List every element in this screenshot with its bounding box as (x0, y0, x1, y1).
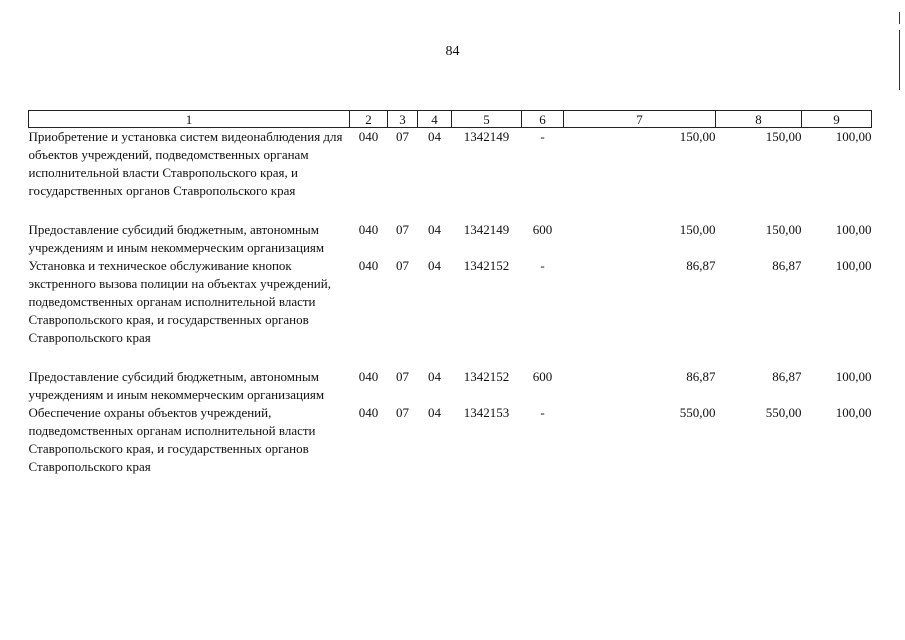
cell-col-3: 07 (396, 369, 409, 384)
cell-col-8: 150,00 (765, 222, 802, 237)
cell-col-9: 100,00 (835, 258, 872, 273)
cell-col-7: 86,87 (686, 369, 716, 384)
cell-col-5: 1342149 (463, 222, 510, 237)
table-row (29, 257, 872, 368)
cell-col-9: 100,00 (835, 222, 872, 237)
cell-col-3: 07 (396, 405, 409, 420)
table-row (29, 404, 872, 476)
row-name: Установка и техническое обслуживание кнопок экстренного вызова полиции на объектах учреждений, подведомственных органам исполнительной власти Ставропольского края, и государственных органов Ставропольского края (28, 258, 331, 345)
row-name: Предоставление субсидий бюджетным, автономным учреждениям и иным некоммерческим организациям (28, 222, 325, 255)
cell-col-7: 550,00 (679, 405, 716, 420)
cell-col-7: 86,87 (686, 258, 716, 273)
cell-col-2: 040 (358, 129, 379, 144)
cell-col-9: 100,00 (835, 369, 872, 384)
cell-col-9: 100,00 (835, 129, 872, 144)
row-name: Приобретение и установка систем видеонаблюдения для объектов учреждений, подведомственных органам исполнительной власти Ставропольского края, и государственных органов Ставропольского края (28, 129, 343, 198)
page-number: 84 (445, 44, 460, 59)
scan-edge-mark (899, 12, 900, 24)
table-row (29, 368, 872, 404)
cell-col-3: 07 (396, 222, 409, 237)
cell-col-3: 07 (396, 129, 409, 144)
cell-col-6: 600 (532, 369, 553, 384)
column-header-5: 5 (452, 111, 522, 128)
cell-col-2: 040 (358, 369, 379, 384)
cell-col-6: - (540, 405, 545, 420)
cell-col-7: 150,00 (679, 222, 716, 237)
cell-col-5: 1342152 (463, 369, 510, 384)
cell-col-8: 150,00 (765, 129, 802, 144)
column-header-1: 1 (29, 111, 350, 128)
budget-table (28, 110, 872, 476)
table-row (29, 221, 872, 257)
cell-col-5: 1342152 (463, 258, 510, 273)
column-header-2: 2 (350, 111, 388, 128)
cell-col-4: 04 (428, 369, 441, 384)
cell-col-4: 04 (428, 258, 441, 273)
cell-col-5: 1342149 (463, 129, 510, 144)
column-header-9: 9 (802, 111, 872, 128)
row-name: Обеспечение охраны объектов учреждений, подведомственных органам исполнительной власти Ставропольского края, и государственных органов Ставропольского края (28, 405, 316, 474)
cell-col-2: 040 (358, 258, 379, 273)
cell-col-6: - (540, 129, 545, 144)
cell-col-9: 100,00 (835, 405, 872, 420)
cell-col-2: 040 (358, 405, 379, 420)
column-header-4: 4 (418, 111, 452, 128)
cell-col-4: 04 (428, 222, 441, 237)
column-header-7: 7 (564, 111, 716, 128)
scan-edge-mark (899, 30, 900, 90)
cell-col-8: 550,00 (765, 405, 802, 420)
row-name: Предоставление субсидий бюджетным, автономным учреждениям и иным некоммерческим организациям (28, 369, 325, 402)
column-header-3: 3 (388, 111, 418, 128)
table-row (29, 128, 872, 222)
cell-col-4: 04 (428, 129, 441, 144)
cell-col-2: 040 (358, 222, 379, 237)
cell-col-7: 150,00 (679, 129, 716, 144)
cell-col-4: 04 (428, 405, 441, 420)
header-row (29, 111, 872, 128)
cell-col-3: 07 (396, 258, 409, 273)
cell-col-8: 86,87 (772, 369, 802, 384)
cell-col-6: 600 (532, 222, 553, 237)
column-header-8: 8 (716, 111, 802, 128)
cell-col-5: 1342153 (463, 405, 510, 420)
cell-col-6: - (540, 258, 545, 273)
cell-col-8: 86,87 (772, 258, 802, 273)
column-header-6: 6 (522, 111, 564, 128)
